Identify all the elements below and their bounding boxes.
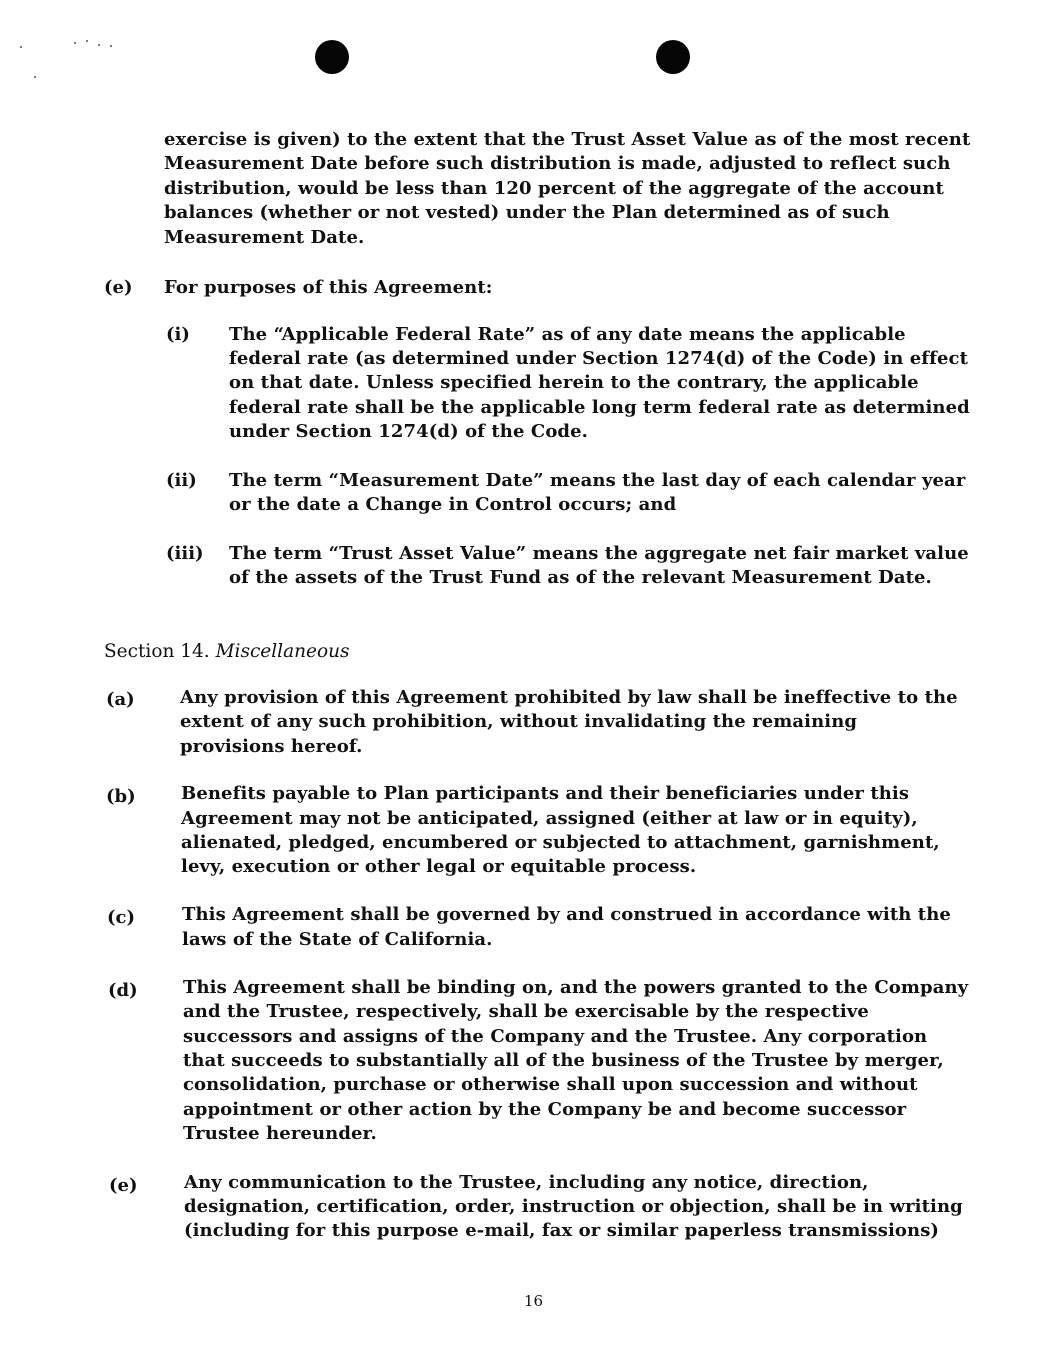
para-b-line: Agreement may not be anticipated, assigned (either at law or in equity), [181, 808, 918, 829]
section-title: Miscellaneous [215, 641, 350, 662]
item-ii-line: or the date a Change in Control occurs; and [229, 494, 677, 515]
para-d-line: that succeeds to substantially all of the business of the Trustee by merger, [183, 1050, 944, 1071]
intro-line: exercise is given) to the extent that the Trust Asset Value as of the most recent [164, 129, 971, 150]
para-a-label: (a) [106, 689, 135, 710]
para-d-line: Trustee hereunder. [183, 1123, 377, 1144]
para-b-label: (b) [106, 786, 136, 807]
section-heading [104, 640, 350, 664]
para-e-label: (e) [104, 277, 133, 298]
item-iii-line: The term “Trust Asset Value” means the aggregate net fair market value [229, 543, 969, 564]
para-c-label: (c) [107, 907, 135, 928]
para-d-line: successors and assigns of the Company and the Trustee. Any corporation [183, 1026, 928, 1047]
para-a-line: provisions hereof. [180, 736, 363, 757]
para-c-line: laws of the State of California. [182, 929, 493, 950]
para-d-label: (d) [108, 980, 138, 1001]
item-i-line: federal rate (as determined under Section 1274(d) of the Code) in effect [229, 348, 969, 369]
intro-line: Measurement Date before such distribution is made, adjusted to reflect such [164, 153, 951, 174]
punch-hole-right [656, 40, 690, 74]
para-e2-label: (e) [109, 1175, 138, 1196]
para-d-line: This Agreement shall be binding on, and the powers granted to the Company [183, 977, 969, 998]
para-e2-line: designation, certification, order, instruction or objection, shall be in writing [184, 1196, 963, 1217]
item-ii-label: (ii) [166, 470, 197, 491]
para-a-line: extent of any such prohibition, without invalidating the remaining [180, 711, 858, 732]
item-i-line: under Section 1274(d) of the Code. [229, 421, 589, 442]
scan-speck [34, 76, 36, 78]
para-d-line: and the Trustee, respectively, shall be exercisable by the respective [183, 1001, 869, 1022]
item-ii-line: The term “Measurement Date” means the last day of each calendar year [229, 470, 966, 491]
para-d-line: consolidation, purchase or otherwise shall upon succession and without [183, 1074, 918, 1095]
para-c-line: This Agreement shall be governed by and construed in accordance with the [182, 904, 951, 925]
item-i-label: (i) [166, 324, 190, 345]
para-e2-line: Any communication to the Trustee, including any notice, direction, [184, 1172, 869, 1193]
section-number: Section 14. [104, 641, 210, 662]
item-iii-label: (iii) [166, 543, 204, 564]
para-b-line: Benefits payable to Plan participants and their beneficiaries under this [181, 783, 910, 804]
item-i-line: The “Applicable Federal Rate” as of any date means the applicable [229, 324, 906, 345]
item-i-line: on that date. Unless specified herein to the contrary, the applicable [229, 372, 919, 393]
scan-speck [20, 46, 22, 48]
item-iii-line: of the assets of the Trust Fund as of the relevant Measurement Date. [229, 567, 932, 588]
para-e-text: For purposes of this Agreement: [164, 277, 493, 298]
para-a-line: Any provision of this Agreement prohibited by law shall be ineffective to the [180, 687, 958, 708]
para-d-line: appointment or other action by the Company be and become successor [183, 1099, 907, 1120]
punch-hole-left [315, 40, 349, 74]
para-b-line: levy, execution or other legal or equitable process. [181, 856, 697, 877]
para-b-line: alienated, pledged, encumbered or subjected to attachment, garnishment, [181, 832, 940, 853]
scan-speck [98, 44, 100, 46]
page-number: 16 [524, 1292, 544, 1310]
scan-speck [74, 42, 76, 44]
scan-speck [86, 40, 88, 42]
intro-line: distribution, would be less than 120 percent of the aggregate of the account [164, 178, 944, 199]
para-e2-line: (including for this purpose e-mail, fax or similar paperless transmissions) [184, 1220, 940, 1241]
item-i-line: federal rate shall be the applicable long term federal rate as determined [229, 397, 970, 418]
scan-speck [110, 45, 112, 47]
intro-line: balances (whether or not vested) under the Plan determined as of such [164, 202, 890, 223]
intro-line: Measurement Date. [164, 227, 365, 248]
